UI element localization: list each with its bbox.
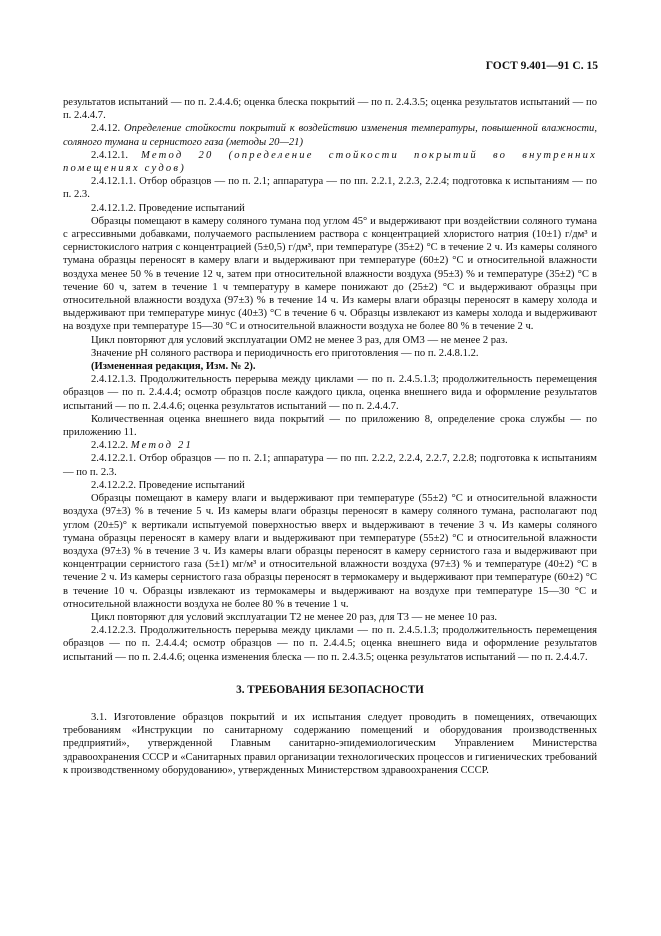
method-heading bbox=[63, 149, 597, 175]
clause-title: Определение стойкости покрытий к воздействию изменения температуры, повышенной влажности, соляного тумана и сернистого газа (методы 20—21) bbox=[63, 123, 598, 148]
section-title: 3. ТРЕБОВАНИЯ БЕЗОПАСНОСТИ bbox=[236, 683, 424, 696]
paragraph: 2.4.12.1.3. Продолжительность перерыва между циклами — по п. 2.4.5.1.3; продолжительность перемещения образцов — по п. 2.4.4.4; осмотр образцов после каждого цикла, оценка внешнего вида и оформление результатов испытаний — по п. 2.4.4.6; оценка результатов испытаний — по п. 2.4.4.7. bbox=[63, 374, 597, 412]
paragraph: Образцы помещают в камеру влаги и выдерживают при температуре (55±2) °С и относительной влажности воздуха (97±3) % в течение 5 ч. Из камеры влаги образцы переносят в камеру соляного тумана, располагают под углом (20±5)° к вертикали испытуемой поверхностью вверх и выдерживают в течение 3 ч. Из камеры соляного тумана образцы переносят в камеру влаги и выдерживают при температуре (55±2) °С и относительной влажности воздуха (97±3) % в течение 3 ч. Из камеры влаги образцы переносят в камеру сернистого газа и выдерживают при концентрации сернистого газа (5±1) мг/м³ и относительной влажности воздуха (97±3) % и температуре (40±2) °С в течение 2 ч. Из камеры сернистого газа образцы переносят в термокамеру и выдерживают при температуре (60±2) °С в течение 10 ч. Образцы извлекают из термокамеры и выдерживают на воздухе при температуре 15—30 °С и относительной влажности воздуха не более 80 % в течение 1 ч. bbox=[63, 493, 597, 610]
paragraph: Значение pH соляного раствора и периодичность его приготовления — по п. 2.4.8.1.2. bbox=[91, 347, 479, 359]
clause-number: 2.4.12.1. bbox=[91, 149, 141, 161]
paragraph: 3.1. Изготовление образцов покрытий и их испытания следует проводить в помещениях, отвечающих требованиям «Инструкции по санитарному содержанию помещений и оборудования производственных предприятий», утвержденной Главным санитарно-эпидемиологическим Управлением Министерства здравоохранения СССР и «Санитарных правил организации технологических процессов и гигиенических требований к производственному оборудованию», утвержденных Министерством здравоохранения СССР. bbox=[63, 711, 597, 776]
clause-title: Метод 20 (определение стойкости покрытий во внутренних помещениях судов) bbox=[63, 149, 597, 175]
amendment-note: (Измененная редакция, Изм. № 2). bbox=[91, 361, 256, 373]
paragraph: 2.4.12.2.1. Отбор образцов — по п. 2.1; аппаратура — по пп. 2.2.2, 2.2.4, 2.2.7, 2.2.8; подготовка к испытаниям — по п. 2.3. bbox=[63, 453, 597, 478]
paragraph: результатов испытаний — по п. 2.4.4.6; оценка блеска покрытий — по п. 2.4.3.5; оценка результатов испытаний — по п. 2.4.4.7. bbox=[63, 97, 597, 122]
paragraph: 2.4.12.1.2. Проведение испытаний bbox=[91, 202, 245, 214]
paragraph: Количественная оценка внешнего вида покрытий — по приложению 8, определение срока службы — по приложению 11. bbox=[63, 413, 597, 439]
clause-number: 2.4.12. bbox=[91, 123, 125, 135]
document-body bbox=[63, 60, 597, 777]
paragraph: 2.4.12.2.3. Продолжительность перерыва между циклами — по п. 2.4.5.1.3; продолжительность перемещения образцов — по п. 2.4.4.4; осмотр образцов — по п. 2.4.4.5; оценка внешнего вида и оформление результатов испытаний — по п. 2.4.4.6; оценка изменения блеска — по п. 2.4.3.5; оценка результатов испытаний — по п. 2.4.4.7. bbox=[63, 625, 597, 663]
paragraph: 2.4.12.2.2. Проведение испытаний bbox=[91, 479, 245, 491]
paragraph: Цикл повторяют для условий эксплуатации ОМ2 не менее 3 раз, для ОМ3 — не менее 2 раз. bbox=[91, 334, 508, 346]
page-header: ГОСТ 9.401—91 С. 15 bbox=[485, 60, 598, 72]
paragraph: Цикл повторяют для условий эксплуатации Т2 не менее 20 раз, для Т3 — не менее 10 раз. bbox=[91, 611, 498, 623]
clause-title: Метод 21 bbox=[130, 440, 193, 452]
method-heading bbox=[63, 439, 597, 452]
paragraph: 2.4.12.1.1. Отбор образцов — по п. 2.1; аппаратура — по пп. 2.2.1, 2.2.3, 2.2.4; подготовка к испытаниям — по п. 2.3. bbox=[63, 176, 597, 201]
subsection-heading bbox=[63, 122, 597, 148]
clause-number: 2.4.12.2. bbox=[91, 440, 131, 452]
paragraph: Образцы помещают в камеру соляного тумана под углом 45° и выдерживают при воздействии соляного тумана с агрессивными добавками, получаемого распылением раствора с концентрацией хлористого натрия (10±1) г/дм³ и сернистокислого натрия с концентрацией (5±0,5) г/дм³, при температуре (35±2) °С в течение 2 ч. Из камеры соляного тумана образцы переносят в камеру влаги и выдерживают при температуре (60±2) °С и относительной влажности воздуха менее 50 % в течение 12 ч, затем при относительной влажности воздуха (95±3) % и температуре (35±2) °С в течение 60 ч, затем в течение 1 ч температуру в камере понижают до (25±2) °С и выдерживают образцы при относительной влажности воздуха (97±3) % в течение 14 ч. Из камеры влаги образцы переносят в камеру холода и выдерживают при температуре минус (40±3) °С в течение 6 ч. Образцы извлекают из камеры холода и выдерживают на воздухе при температуре 15—30 °С и относительной влажности воздуха не более 80 % в течение 2 ч. bbox=[63, 215, 597, 333]
